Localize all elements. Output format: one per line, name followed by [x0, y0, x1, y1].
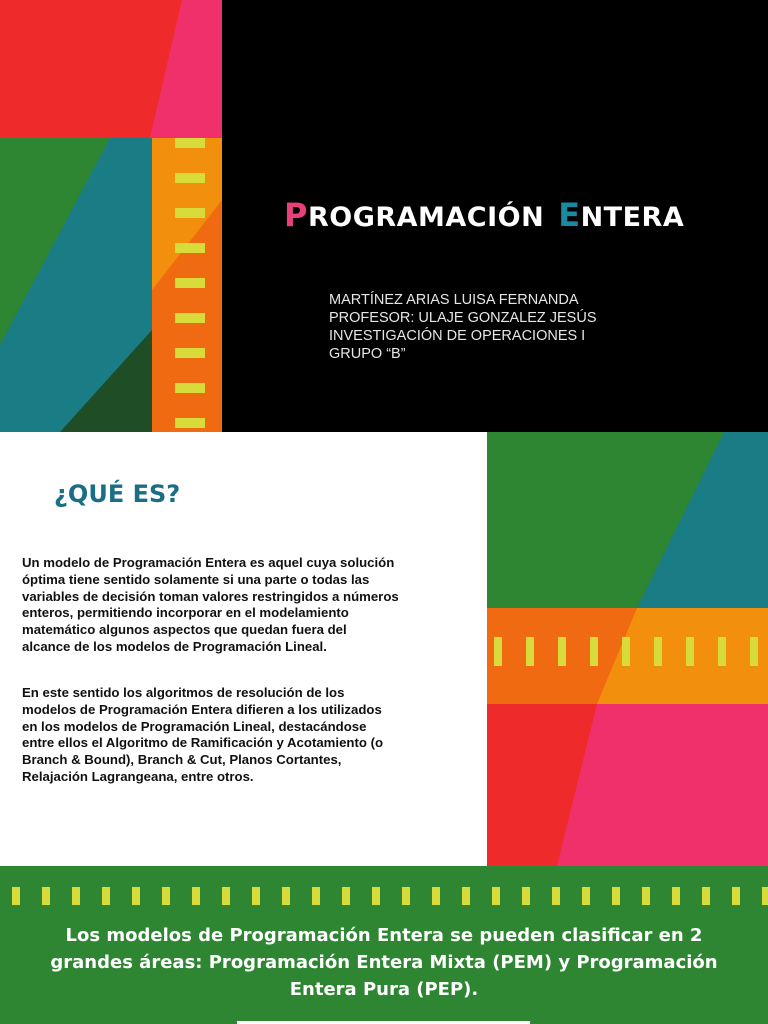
course-name: INVESTIGACIÓN DE OPERACIONES I [329, 328, 586, 344]
paragraph-line: Branch & Bound), Branch & Cut, Planos Cortantes, [22, 752, 342, 768]
author-name: MARTÍNEZ ARIAS LUISA FERNANDA [329, 292, 579, 308]
paragraph-line: variables de decisión toman valores restringidos a números [22, 588, 399, 604]
paragraph-line: entre ellos el Algoritmo de Ramificación y Acotamiento (o [22, 735, 384, 751]
paragraph-line: alcance de los modelos de Programación Lineal. [22, 638, 327, 654]
paragraph-line: modelos de Programación Entera difieren a los utilizados [22, 701, 382, 717]
title-word-1-rest: ROGRAMACIÓN [307, 202, 545, 233]
summary-line: Los modelos de Programación Entera se pueden clasificar en 2 [65, 925, 703, 946]
paragraph-line: En este sentido los algoritmos de resolución de los [22, 685, 345, 700]
definition-paragraph [22, 555, 462, 656]
presentation-title [284, 196, 684, 234]
title-initial-e: E [558, 196, 581, 234]
geometric-decoration-left [0, 0, 222, 432]
paragraph-line: enteros, permitiendo incorporar en el modelamiento [22, 605, 349, 621]
dash-decoration [0, 887, 768, 905]
classification-text [30, 922, 738, 1003]
professor-name: PROFESOR: ULAJE GONZALEZ JESÚS [329, 310, 597, 326]
algorithms-paragraph [22, 685, 462, 786]
summary-line: Entera Pura (PEP). [289, 979, 479, 1000]
title-initial-p: P [284, 196, 308, 234]
section-heading: ¿QUÉ ES? [54, 480, 181, 508]
author-info [329, 291, 597, 363]
title-word-2-rest: NTERA [580, 202, 685, 233]
paragraph-line: matemático algunos aspectos que quedan fuera del [22, 622, 347, 638]
cover-slide [0, 0, 768, 432]
group-name: GRUPO “B” [329, 346, 406, 362]
paragraph-line: Un modelo de Programación Entera es aquel cuya solución [22, 555, 395, 570]
classification-slide [0, 866, 768, 1024]
definition-slide [0, 432, 768, 866]
geometric-decoration-right [487, 432, 768, 866]
paragraph-line: en los modelos de Programación Lineal, destacándose [22, 718, 367, 734]
paragraph-line: óptima tiene sentido solamente si una parte o todas las [22, 571, 370, 587]
paragraph-line: Relajación Lagrangeana, entre otros. [22, 768, 254, 784]
summary-line: grandes áreas: Programación Entera Mixta (PEM) y Programación [50, 952, 718, 973]
